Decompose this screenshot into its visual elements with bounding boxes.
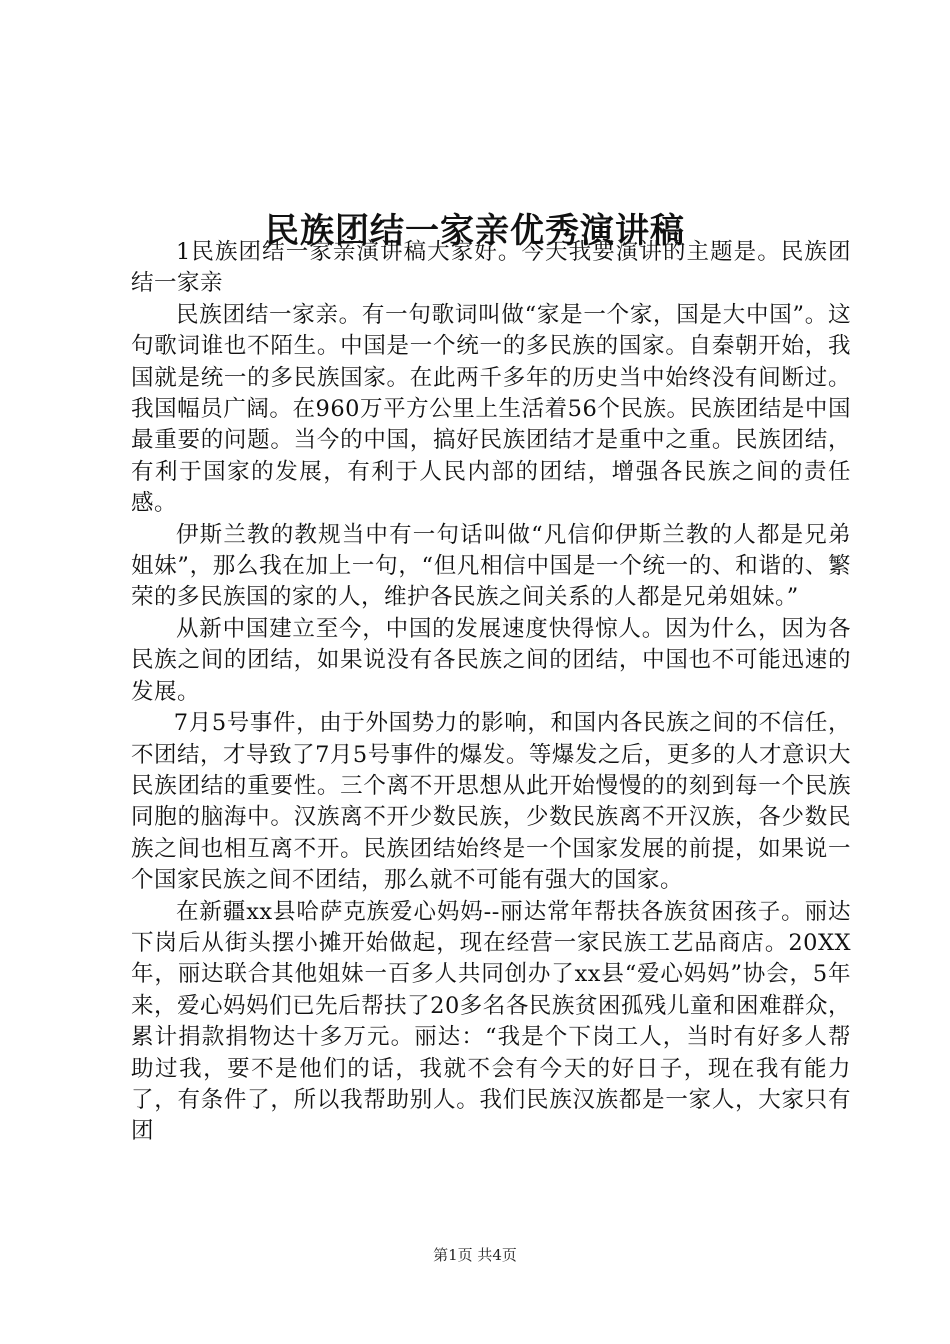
paragraph-3: 伊斯兰教的教规当中有一句话叫做“凡信仰伊斯兰教的人都是兄弟姐妹”，那么我在加上一句，“但凡相信中国是一个统一的、和谐的、繁荣的多民族国的家的人，维护各民族之间关系的人都是兄弟姐妹。” <box>131 521 851 611</box>
page-footer: 第1页 共4页 <box>433 1246 517 1264</box>
paragraph-4: 从新中国建立至今，中国的发展速度快得惊人。因为什么，因为各民族之间的团结，如果说没有各民族之间的团结，中国也不可能迅速的发展。 <box>131 615 851 705</box>
document-title: 民族团结一家亲优秀演讲稿 <box>265 210 685 251</box>
paragraph-2: 民族团结一家亲。有一句歌词叫做“家是一个家，国是大中国”。这句歌词谁也不陌生。中国是一个统一的多民族的国家。自秦朝开始，我国就是统一的多民族国家。在此两千多年的历史当中始终没有间断过。我国幅员广阔。在960万平方公里上生活着56个民族。民族团结是中国最重要的问题。当今的中国，搞好民族团结才是重中之重。民族团结，有利于国家的发展，有利于人民内部的团结，增强各民族之间的责任感。 <box>131 301 851 517</box>
paragraph-1: 1民族团结一家亲演讲稿大家好。今天我要演讲的主题是。民族团结一家亲 <box>131 239 851 297</box>
paragraph-6: 在新疆xx县哈萨克族爱心妈妈--丽达常年帮扶各族贫困孩子。丽达下岗后从街头摆小摊开始做起，现在经营一家民族工艺品商店。20XX年，丽达联合其他姐妹一百多人共同创办了xx县“爱心妈妈”协会，5年来，爱心妈妈们已先后帮扶了20多名各民族贫困孤残儿童和困难群众，累计捐款捐物达十多万元。丽达：“我是个下岗工人，当时有好多人帮助过我，要不是他们的话，我就不会有今天的好日子，现在我有能力了，有条件了，所以我帮助别人。我们民族汉族都是一家人，大家只有团 <box>131 898 851 1145</box>
document-body <box>131 237 851 1148</box>
paragraph-5: 7月5号事件，由于外国势力的影响，和国内各民族之间的不信任，不团结，才导致了7月5号事件的爆发。等爆发之后，更多的人才意识大民族团结的重要性。三个离不开思想从此开始慢慢的的刻到每一个民族同胞的脑海中。汉族离不开少数民族，少数民族离不开汉族，各少数民族之间也相互离不开。民族团结始终是一个国家发展的前提，如果说一个国家民族之间不团结，那么就不可能有强大的国家。 <box>131 710 851 894</box>
